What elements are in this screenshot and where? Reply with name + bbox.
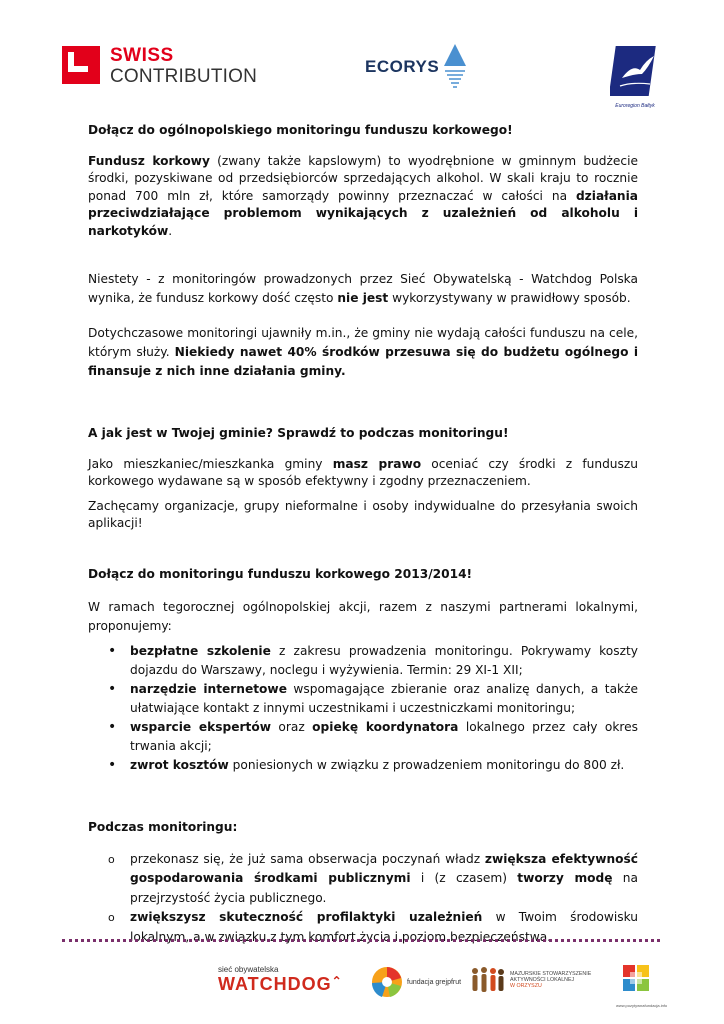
body-text: Dotychczasowe monitoringi ujawniły m.in., że gminy nie wydają całości funduszu na cele, którym służy. [88, 326, 638, 359]
emphasis-text: opiekę koordynatora [312, 720, 459, 734]
swiss-logo-line1: SWISS [110, 45, 174, 66]
body-text: oceniać czy środki z funduszu korkowego wydawane są w sposób efektywny i zgodny przeznaczeniem. [88, 456, 638, 488]
emphasis-text: zwiększysz skuteczność profilaktyki uzależnień [130, 910, 483, 924]
mazurskie-logo-line3: W ORZYSZU [510, 983, 542, 990]
body-text: poniesionych w związku z prowadzeniem monitoringu do 800 zł. [228, 758, 625, 772]
paragraph-fundusz-korkowy [88, 153, 638, 241]
emphasis-text: zwiększa efektywność gospodarowania środkami publicznymi [130, 851, 638, 885]
emphasis-text: działania przeciwdziałające problemom wynikających z uzależnień od alkoholu i narkotyków [88, 188, 638, 238]
body-text: (zwany także kapslowym) to wyodrębnione w gminnym budżecie środki, pozyskiwane od przedsiębiorców sprzedających alkohol. W skali kraju to rocznie ponad 700 mln zł, które samorządy powinny przeznaczać w całości na [88, 153, 639, 203]
section-title-join: Dołącz do ogólnopolskiego monitoringu funduszu korkowego! [88, 123, 513, 137]
watchdog-logo-small: sieć obywatelska [218, 965, 279, 974]
emphasis-text: bezpłatne szkolenie [130, 644, 271, 658]
emphasis-text: zwrot kosztów [130, 758, 229, 772]
offer-list [88, 642, 638, 775]
body-text: Niestety - z monitoringów prowadzonych przez Sieć Obywatelską - Watchdog Polska wynika, że fundusz korkowy dość często [88, 272, 638, 305]
list-item [88, 718, 638, 756]
swiss-flag-icon [62, 46, 100, 84]
euroregion-bird-icon [610, 44, 660, 98]
body-text: lokalnego przez cały okres trwania akcji; [130, 720, 638, 753]
paragraph-dotychczasowe [88, 324, 638, 381]
mazurskie-stowarzyszenie-logo [470, 965, 600, 995]
ecorys-triangle-icon [442, 42, 468, 92]
body-text: W ramach tegorocznej ogólnopolskiej akcji, razem z naszymi partnerami lokalnymi, proponujemy: [88, 600, 638, 633]
swiss-logo-line2: CONTRIBUTION [110, 66, 258, 87]
body-text: . [168, 223, 173, 238]
benefits-list [88, 850, 638, 948]
body-text: Zachęcamy organizacje, grupy nieformalne i osoby indywidualne do przesyłania swoich aplikacji! [88, 498, 638, 530]
list-item [88, 756, 638, 775]
section-title-podczas: Podczas monitoringu: [88, 820, 238, 834]
dotted-divider [62, 939, 660, 942]
emphasis-text: Fundusz korkowy [88, 153, 210, 168]
swiss-contribution-logo [62, 46, 257, 86]
emphasis-text: masz prawo [332, 456, 422, 471]
grejpfrut-logo-text: fundacja grejpfrut [407, 978, 462, 986]
body-text: na przejrzystość życia publicznego. [130, 871, 638, 905]
list-item [88, 850, 638, 909]
colored-blocks-icon [621, 963, 651, 999]
paragraph-zachecamy [88, 498, 638, 533]
body-text: wspomagające zbieranie oraz analizę danych, a także ułatwiające kontakt z innymi uczestnikami i uczestniczkami monitoringu; [130, 682, 638, 715]
emphasis-text: Niekiedy nawet 40% środków przesuwa się do budżetu ogólnego i finansuje z nich inne działania gminy. [88, 345, 638, 378]
section-title-check: A jak jest w Twojej gminie? Sprawdź to podczas monitoringu! [88, 426, 509, 440]
emphasis-text: tworzy modę [517, 871, 613, 885]
footer-logos [0, 955, 724, 1015]
list-item [88, 680, 638, 718]
section-title-2013-2014: Dołącz do monitoringu funduszu korkowego 2013/2014! [88, 566, 473, 581]
main-content [88, 122, 638, 947]
grejpfrut-circle-icon [370, 965, 404, 999]
ecorys-logo [365, 42, 468, 92]
paragraph-niestety [88, 270, 638, 308]
body-text: wykorzystywany w prawidłowy sposób. [388, 291, 631, 305]
body-text: w Twoim środowisku lokalnym, a w związku z tym komfort życia i poziom bezpieczeństwa. [130, 910, 638, 944]
mazurskie-logo-line2: AKTYWNOŚCI LOKALNEJ [510, 976, 575, 983]
paragraph-w-ramach [88, 598, 638, 636]
ecorys-logo-text: ECORYS [365, 57, 440, 76]
euroregion-logo-text: Euroregion Bałtyk [615, 103, 655, 109]
body-text: i (z czasem) [410, 871, 518, 885]
partner-url: www.pozytywnafundacja.info [616, 1003, 668, 1008]
header-logos [0, 0, 724, 110]
body-text: z zakresu prowadzenia monitoringu. Pokrywamy koszty dojazdu do Warszawy, noclegu i wyżywienia. Termin: 29 XI-1 XII; [130, 644, 638, 677]
watchdog-logo [218, 965, 343, 993]
emphasis-text: wsparcie ekspertów [130, 720, 272, 734]
emphasis-text: narzędzie internetowe [130, 682, 287, 696]
list-item [88, 642, 638, 680]
body-text: przekonasz się, że już sama obserwacja poczynań władz [130, 851, 485, 866]
people-figures-icon [470, 965, 506, 995]
emphasis-text: nie jest [337, 291, 389, 305]
pozytywna-fundacja-logo [616, 963, 668, 1008]
body-text: oraz [271, 720, 313, 734]
paragraph-masz-prawo [88, 456, 638, 491]
euroregion-baltyk-logo [610, 44, 660, 108]
watchdog-logo-big: WATCHDOG [218, 974, 332, 994]
body-text: Jako mieszkaniec/mieszkanka gminy [88, 456, 333, 471]
mazurskie-logo-line1: MAZURSKIE STOWARZYSZENIE [510, 970, 592, 977]
grejpfrut-logo [370, 965, 461, 999]
watchdog-caret-icon: ⌃ [331, 974, 343, 988]
